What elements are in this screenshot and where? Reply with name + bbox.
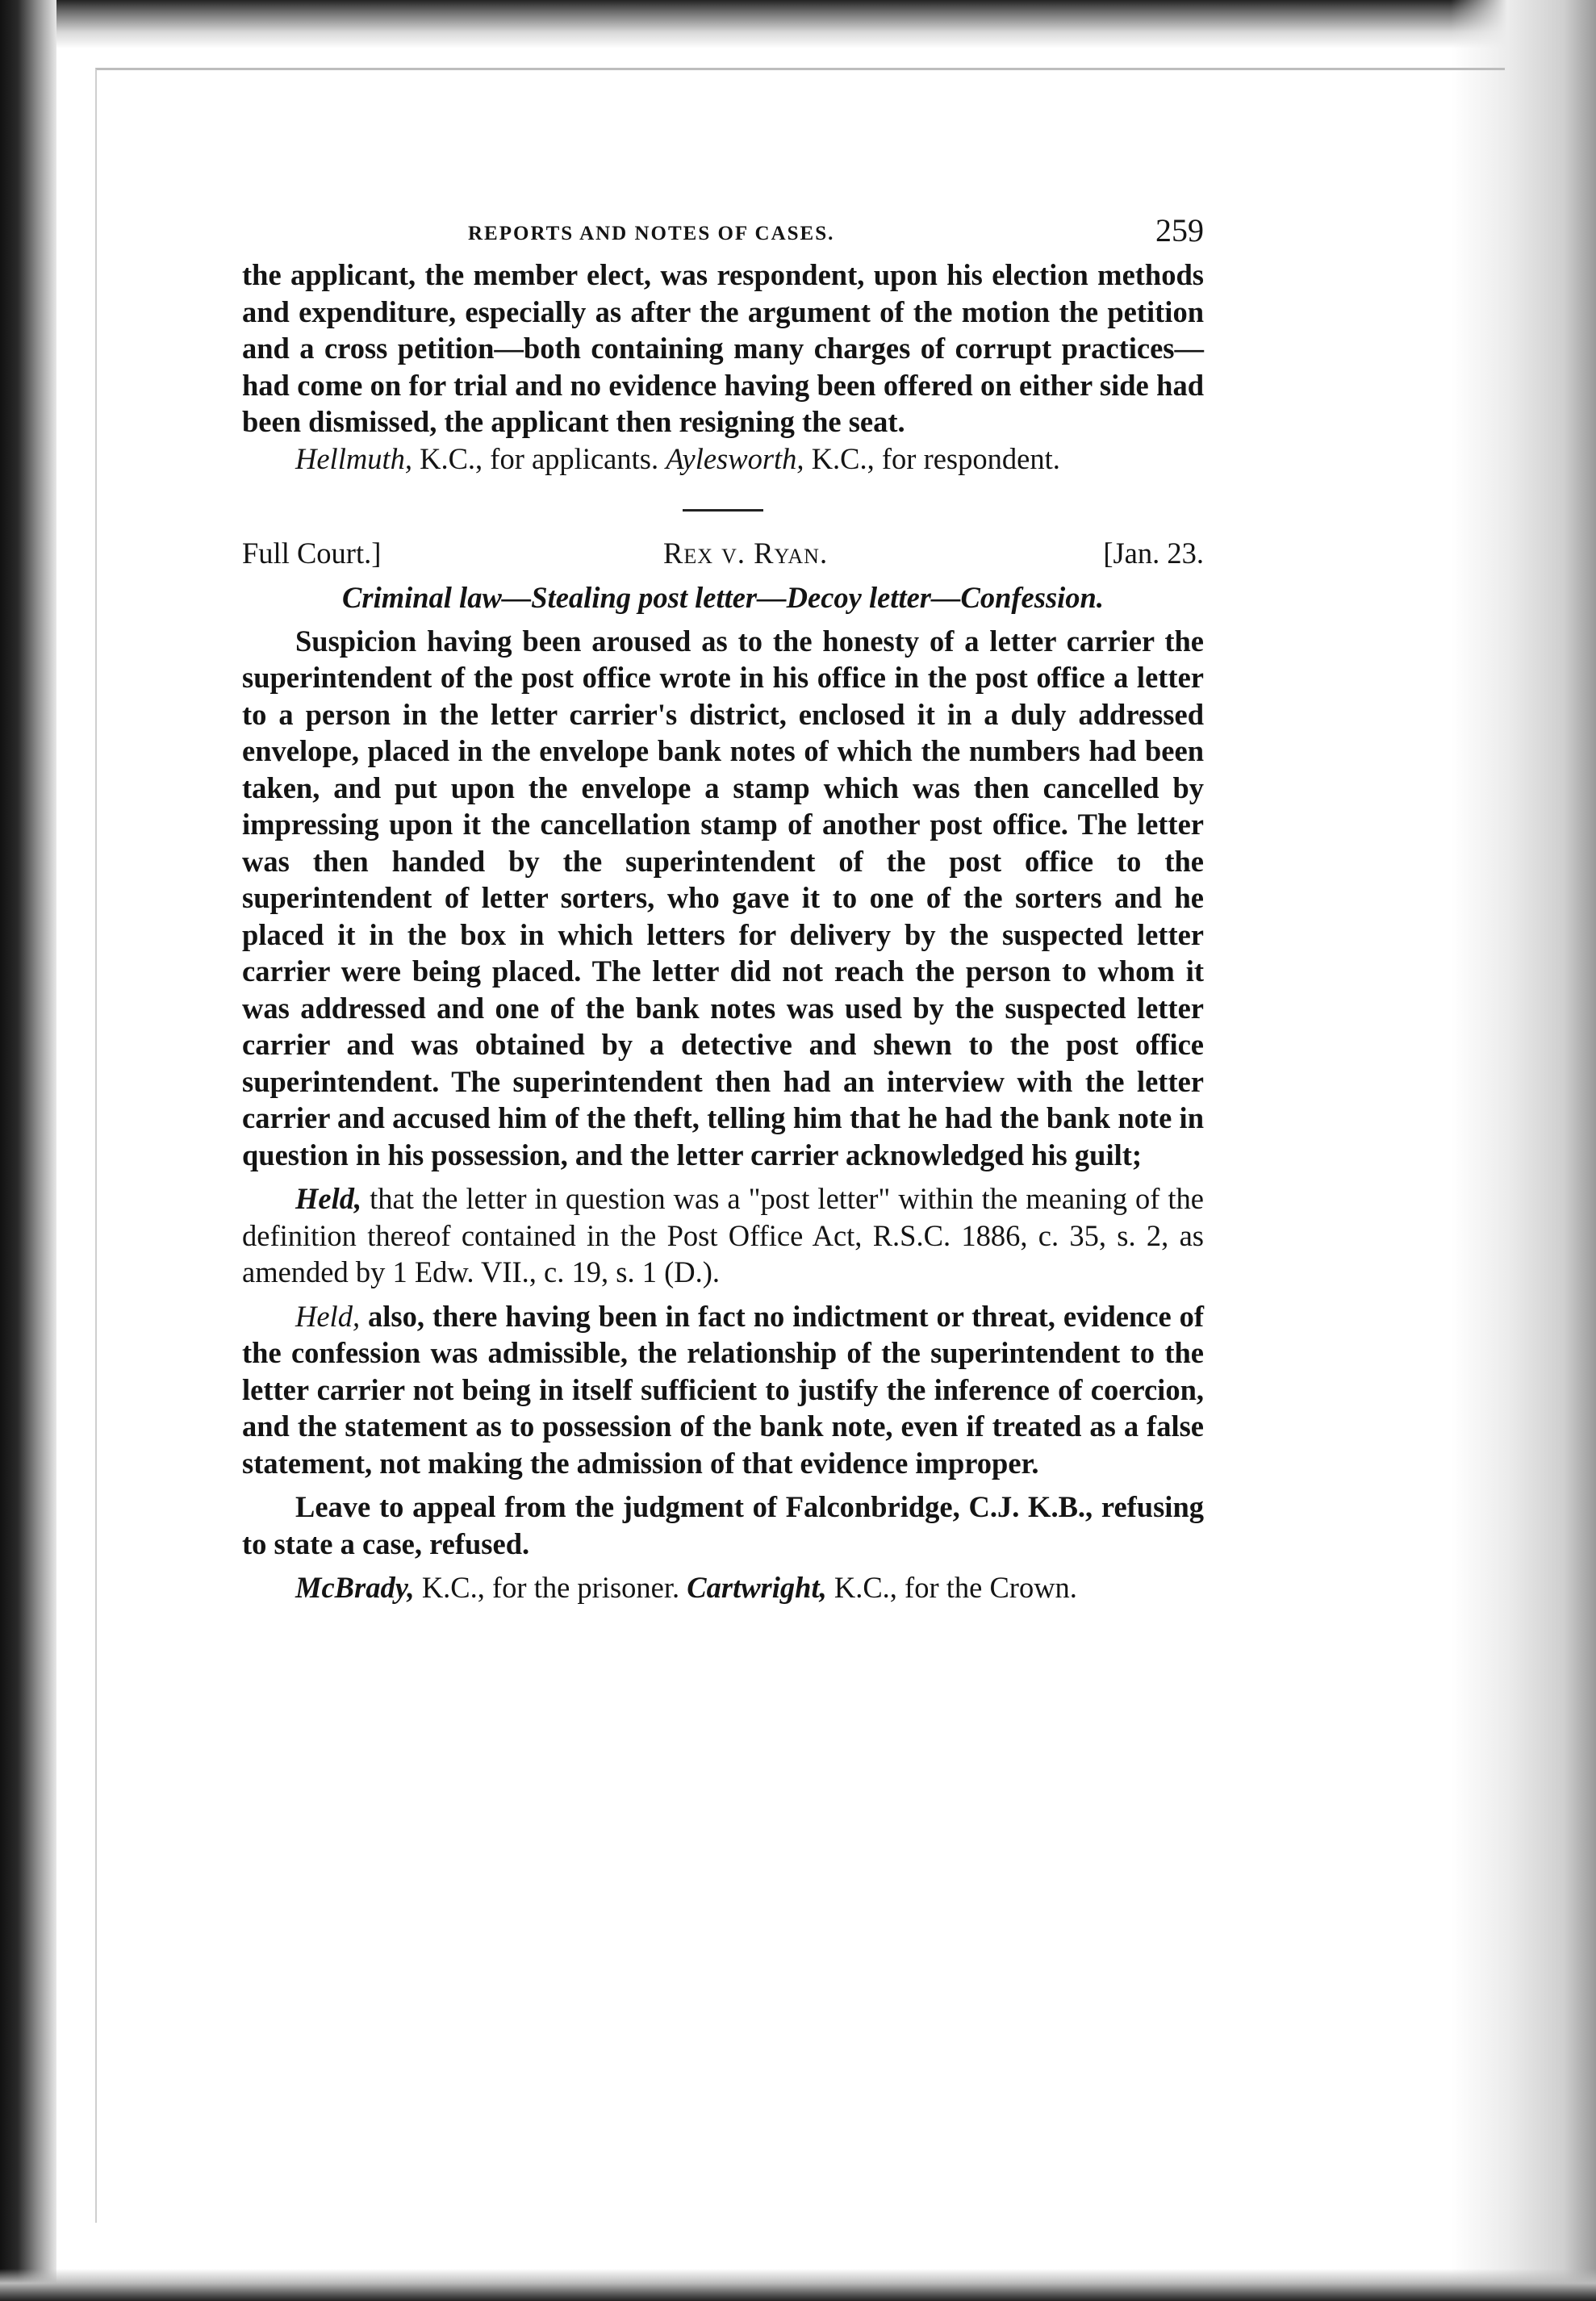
- prev-case-paragraph: the applicant, the member elect, was respondent, upon his election methods and expenditure, especially as after the argument of the motion the petition and a cross petition—both containing many charges of corrupt practices—had come on for trial and no evidence having been offered on either side had been dismissed, the applicant then resigning the seat.: [242, 258, 1204, 438]
- case-facts: Suspicion having been aroused as to the honesty of a letter carrier the superintendent of the post office wrote in his office in the post office a letter to a person in the letter carrier's district, enclosed it in a duly addressed envelope, placed in the envelope bank notes of which the numbers had been taken, and put upon the envelope a stamp which was then cancelled by impressing upon it the cancellation stamp of another post office. The letter was then handed by the superintendent of the post office to the superintendent of letter sorters, who gave it to one of the sorters and he placed it in the box in which letters for delivery by the suspected letter carrier were being placed. The letter did not reach the person to whom it was addressed and one of the bank notes was used by the suspected letter carrier and was obtained by a detective and shewn to the post office superintendent. The superintendent then had an interview with the letter carrier and accused him of the theft, telling him that he had the bank note in question in his possession, and the letter carrier acknowledged his guilt;: [242, 624, 1204, 1171]
- case-heading: [242, 536, 1204, 576]
- scan-edge-top: [0, 0, 1596, 48]
- counsel-name: Hellmuth,: [295, 441, 412, 475]
- section-divider: [683, 509, 763, 512]
- page-content: [242, 211, 1204, 1606]
- held-label: Held,: [295, 1299, 361, 1333]
- held-label: Held,: [295, 1182, 362, 1215]
- held-paragraph-1: [242, 1180, 1204, 1291]
- counsel-name: Cartwright,: [687, 1571, 827, 1604]
- scan-edge-bottom: [0, 2269, 1596, 2301]
- page-number: 259: [1155, 212, 1204, 248]
- case-title: Rex v. Ryan.: [663, 537, 829, 570]
- scan-edge-left: [0, 0, 56, 2301]
- counsel-name: McBrady,: [295, 1571, 415, 1604]
- case-date: [Jan. 23.: [1103, 537, 1204, 570]
- leave-paragraph: Leave to appeal from the judgment of Falconbridge, C.J. K.B., refusing to state a case, refused.: [242, 1490, 1204, 1560]
- prev-case-counsel: [242, 441, 1204, 478]
- running-head-title: REPORTS AND NOTES OF CASES.: [468, 223, 835, 244]
- case-headnote: Criminal law—Stealing post letter—Decoy letter—Confession.: [342, 581, 1104, 614]
- case-counsel: [242, 1569, 1204, 1606]
- held-text: also, there having been in fact no indictment or threat, evidence of the confession was admissible, the relationship of the superintendent to the letter carrier not being in itself sufficient to justify the inference of coercion, and the statement as to possession of the bank note, even if treated as a false statement, not making the admission of that evidence improper.: [242, 1299, 1204, 1480]
- counsel-text: K.C., for the Crown.: [826, 1571, 1077, 1604]
- case-court: Full Court.]: [242, 537, 382, 570]
- held-paragraph-2: [242, 1298, 1204, 1482]
- counsel-text: K.C., for the prisoner.: [414, 1571, 687, 1604]
- held-text: that the letter in question was a "post letter" within the meaning of the definition thereof contained in the Post Office Act, R.S.C. 1886, c. 35, s. 2, as amended by 1 Edw. VII., c. 19, s. 1 (D.).: [242, 1182, 1204, 1288]
- running-head: [242, 211, 1204, 257]
- counsel-text: K.C., for respondent.: [804, 441, 1060, 475]
- counsel-text: K.C., for applicants.: [412, 441, 666, 475]
- counsel-name: Aylesworth,: [666, 441, 804, 475]
